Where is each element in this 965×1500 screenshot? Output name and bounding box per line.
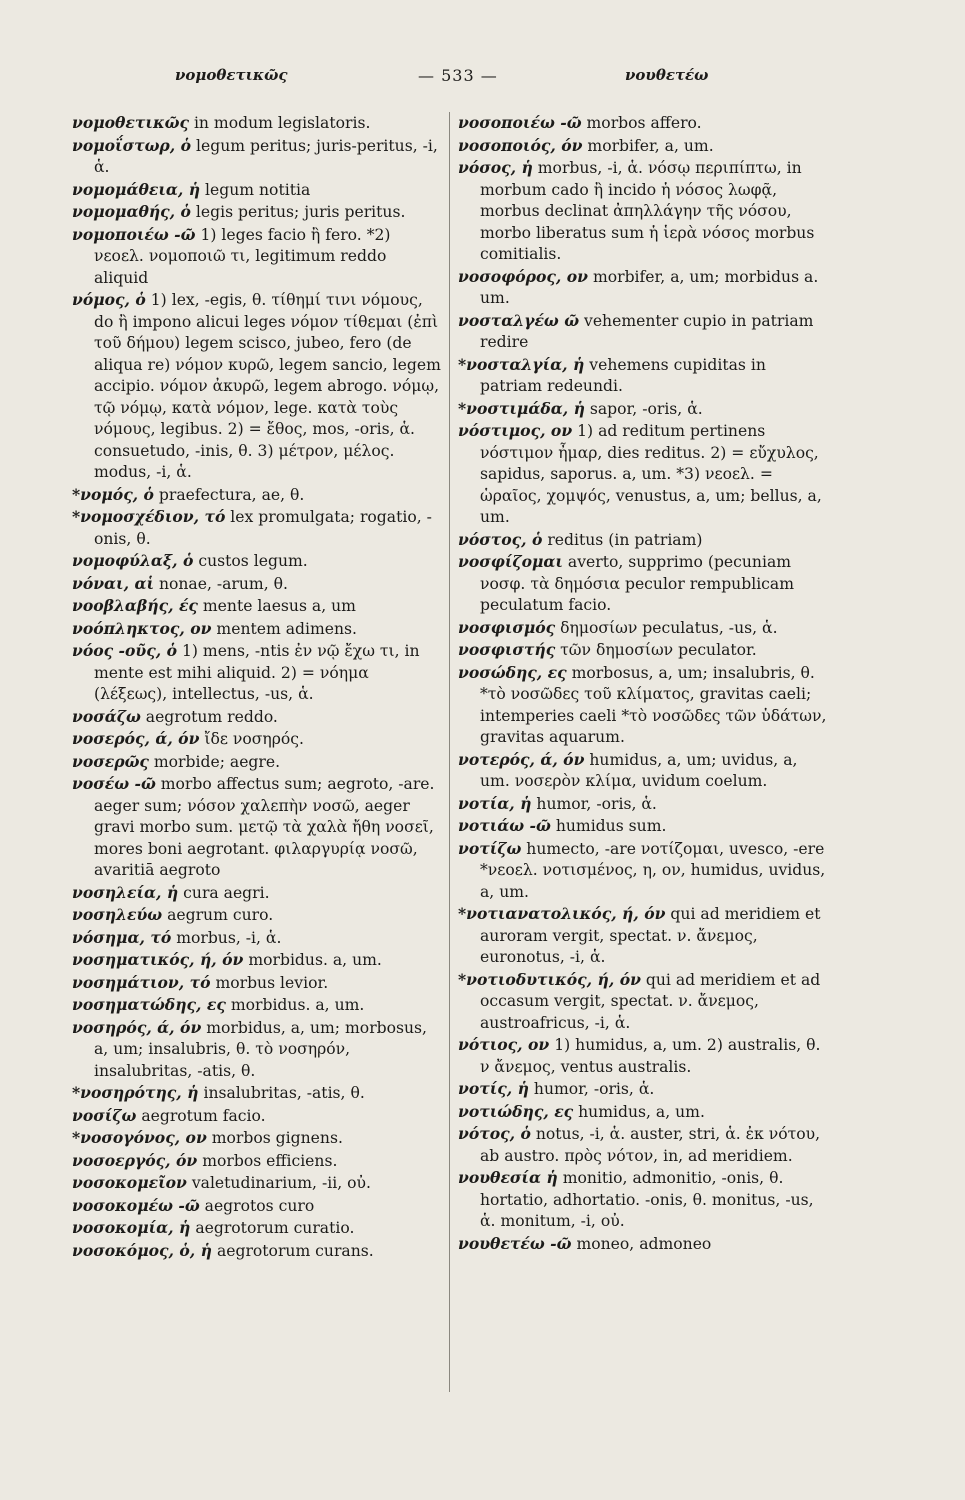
- entry-headword: νόσος, ἡ: [458, 158, 533, 177]
- entry-definition: humidus sum.: [550, 817, 667, 835]
- column-divider: [449, 112, 450, 1392]
- dictionary-entry: [458, 529, 830, 552]
- entry-headword: *νοτιοδυτικός, ή, όν: [458, 969, 641, 989]
- dictionary-entry: [72, 201, 442, 224]
- dictionary-entry: [458, 838, 830, 904]
- entry-headword: *νοστιμάδα, ἡ: [458, 398, 585, 418]
- entry-definition: sapor, -oris, ἁ.: [584, 399, 703, 418]
- dictionary-entry: [458, 662, 830, 749]
- dictionary-entry: [72, 949, 442, 972]
- page-number: — 533 —: [418, 66, 498, 85]
- entry-definition: aegrum curo.: [162, 906, 274, 924]
- entry-definition: custos legum.: [193, 552, 308, 570]
- entry-definition: legum peritus; juris-peritus, -i, ἁ.: [94, 136, 438, 176]
- entry-definition: morbosus, a, um; insalubris, θ. *τὸ νοσῶδες τοῦ κλίματος, gravitas caeli; intemperies caeli *τὸ νοσῶδες τῶν ὑδάτων, gravitas aquarum.: [480, 663, 827, 746]
- entry-headword: νοσοκόμος, ὁ, ἡ: [72, 1240, 212, 1260]
- entry-definition: humecto, -are νοτίζομαι, uvesco, -ere *νεοελ. νοτισμένος, η, ον, humidus, uvidus, a, um.: [480, 839, 826, 901]
- entry-definition: qui ad meridiem et auroram vergit, spectat. ν. ἄνεμος, euronotus, -i, ἁ.: [480, 905, 821, 966]
- dictionary-entry: [458, 266, 830, 310]
- dictionary-entry: [72, 1082, 442, 1105]
- entry-definition: 1) lex, -egis, θ. τίθημί τινι νόμους, do ἢ impono alicui leges νόμον τίθεμαι (ἐπὶ τοῦ δήμου) legem scisco, jubeo, fero (de aliqua re) νόμον κυρῶ, legem sancio, legem accipio. νόμον ἀκυρῶ, legem abrogo. νόμῳ, τῷ νόμῳ, κατὰ νόμον, lege. κατὰ τοὺς νόμους, legibus. 2) = ἔθος, mos, -oris, ἁ. consuetudo, -inis, θ. 3) μέτρον, μέλος. modus, -i, ἁ.: [94, 291, 441, 481]
- entry-definition: morbos efficiens.: [197, 1151, 338, 1170]
- entry-headword: νοσερός, ά, όν: [72, 729, 200, 748]
- entry-headword: νόμος, ὁ: [72, 290, 146, 309]
- entry-definition: morbus, -i, ἁ. νόσῳ περιπίπτω, in morbum cado ἢ incido ἡ νόσος λωφᾷ, morbus declinat ἀπηλλάγην τῆς νόσου, morbo liberatus sum ἡ ἱερὰ νόσος morbus comitialis.: [480, 159, 815, 263]
- left-guide-word: νομοθετικῶς: [175, 66, 288, 84]
- dictionary-entry: [72, 484, 442, 507]
- dictionary-entry: [72, 1172, 442, 1195]
- entry-definition: 1) ad reditum pertinens νόστιμον ἦμαρ, dies reditus. 2) = εὔχυλος, sapidus, saporus. a, um. *3) νεοελ. = ὡραῖος, χομψός, venustus, a, um; bellus, a, um.: [480, 422, 822, 526]
- entry-headword: *νοσηρότης, ἡ: [72, 1083, 199, 1102]
- dictionary-entry: [458, 1167, 830, 1233]
- entry-definition: legum notitia: [200, 180, 311, 199]
- entry-headword: νοσφισμός: [458, 617, 556, 637]
- dictionary-entry: [72, 1195, 442, 1218]
- entry-definition: qui ad meridiem et ad occasum vergit, spectat. ν. ἄνεμος, austroafricus, -i, ἁ.: [480, 970, 821, 1032]
- entry-definition: legis peritus; juris peritus.: [190, 203, 406, 221]
- entry-headword: νοσφίζομαι: [458, 552, 563, 571]
- entry-definition: morbos gignens.: [206, 1129, 343, 1147]
- dictionary-entry: [458, 1078, 830, 1101]
- dictionary-entry: [72, 112, 442, 135]
- dictionary-entry: [458, 112, 830, 135]
- entry-headword: νοτερός, ά, όν: [458, 749, 585, 769]
- entry-definition: morbus, -i, ἁ.: [171, 928, 282, 947]
- entry-headword: νοσηματώδης, ες: [72, 995, 226, 1014]
- dictionary-entry: [72, 618, 442, 641]
- entry-headword: νοτιάω -ῶ: [458, 816, 551, 835]
- entry-definition: ἴδε νοσηρός.: [199, 730, 305, 748]
- entry-headword: νοτιώδης, ες: [458, 1101, 574, 1121]
- dictionary-entry: [458, 310, 830, 354]
- dictionary-entry: [458, 639, 830, 662]
- entry-headword: *νοτιανατολικός, ή, όν: [458, 904, 666, 923]
- entry-definition: cura aegri.: [178, 883, 270, 902]
- dictionary-entry: [458, 420, 830, 529]
- entry-definition: morbos affero.: [581, 114, 702, 132]
- entry-headword: νουθεσία ἡ: [458, 1168, 558, 1187]
- entry-definition: δημοσίων peculatus, -us, ἁ.: [555, 618, 778, 637]
- entry-headword: νοσίζω: [72, 1105, 137, 1125]
- entry-definition: morbidus. a, um.: [243, 951, 382, 969]
- entry-definition: reditus (in patriam): [542, 530, 703, 549]
- entry-headword: νοσώδης, ες: [458, 662, 567, 682]
- right-column: [458, 112, 830, 1255]
- entry-headword: νοσφιστής: [458, 640, 556, 659]
- entry-definition: valetudinarium, -ii, οὐ.: [186, 1174, 371, 1192]
- dictionary-entry: [72, 773, 442, 882]
- dictionary-entry: [72, 289, 442, 484]
- entry-headword: νοσάζω: [72, 706, 141, 726]
- entry-headword: νοσέω -ῶ: [72, 774, 156, 793]
- dictionary-entry: [458, 1101, 830, 1124]
- entry-definition: aegrotum reddo.: [140, 707, 278, 726]
- dictionary-entry: [458, 1123, 830, 1167]
- dictionary-entry: [72, 706, 442, 729]
- entry-definition: τῶν δημοσίων peculator.: [555, 641, 757, 659]
- dictionary-entry: [72, 994, 442, 1017]
- entry-definition: humor, -oris, ἁ.: [531, 794, 657, 813]
- dictionary-entry: [72, 904, 442, 927]
- entry-definition: praefectura, ae, θ.: [153, 485, 305, 504]
- dictionary-entry: [72, 751, 442, 774]
- dictionary-entry: [72, 1017, 442, 1083]
- dictionary-entry: [72, 927, 442, 950]
- entry-definition: vehemens cupiditas in patriam redeundi.: [480, 355, 766, 395]
- entry-headword: νοσταλγέω ῶ: [458, 310, 580, 330]
- entry-headword: νομοΐστωρ, ὁ: [72, 135, 192, 155]
- dictionary-entry: [72, 179, 442, 202]
- entry-headword: νομομάθεια, ἡ: [72, 179, 201, 199]
- dictionary-entry: [72, 1240, 442, 1263]
- entry-headword: νόσημα, τό: [72, 927, 172, 947]
- entry-headword: νομοποιέω -ῶ: [72, 224, 196, 244]
- entry-headword: *νομοσχέδιον, τό: [72, 507, 226, 526]
- dictionary-entry: [458, 1034, 830, 1078]
- entry-headword: νοτίς, ἡ: [458, 1079, 529, 1098]
- entry-definition: mente laesus a, um: [197, 597, 356, 615]
- entry-definition: insalubritas, -atis, θ.: [198, 1084, 365, 1102]
- entry-headword: *νοσογόνος, ον: [72, 1128, 207, 1147]
- entry-headword: *νομός, ὁ: [72, 484, 154, 504]
- entry-headword: *νοσταλγία, ἡ: [458, 354, 585, 374]
- left-column: [72, 112, 442, 1262]
- entry-definition: aegrotum facio.: [136, 1106, 266, 1125]
- entry-definition: notus, -i, ἁ. auster, stri, ἁ. ἐκ νότου, ab austro. πρὸς νότον, in, ad meridiem.: [480, 1125, 821, 1165]
- entry-definition: in modum legislatoris.: [188, 114, 371, 132]
- entry-headword: νοσηματικός, ή, όν: [72, 950, 244, 969]
- dictionary-entry: [458, 354, 830, 398]
- entry-headword: νόναι, αἱ: [72, 573, 154, 593]
- entry-definition: averto, supprimo (pecuniam νοσφ. τὰ δημόσια peculor rempublicam peculatum facio.: [480, 553, 794, 614]
- dictionary-entry: [458, 551, 830, 617]
- entry-headword: νομοφύλαξ, ὁ: [72, 551, 194, 570]
- dictionary-entry: [458, 617, 830, 640]
- entry-headword: νόος -οῦς, ὁ: [72, 641, 177, 660]
- dictionary-entry: [72, 135, 442, 179]
- entry-headword: νοσοφόρος, ον: [458, 266, 588, 286]
- entry-definition: vehementer cupio in patriam redire: [480, 311, 814, 351]
- entry-headword: νοσοκομία, ἡ: [72, 1218, 191, 1237]
- entry-headword: νοσηρός, ά, όν: [72, 1017, 202, 1037]
- entry-definition: 1) leges facio ἢ fero. *2) νεοελ. νομοποιῶ τι, legitimum reddo aliquid: [94, 225, 391, 287]
- entry-definition: mentem adimens.: [211, 619, 358, 638]
- entry-definition: morbidus. a, um.: [225, 996, 365, 1014]
- entry-headword: νομοθετικῶς: [72, 113, 189, 132]
- dictionary-entry: [72, 882, 442, 905]
- entry-definition: morbus levior.: [210, 973, 329, 992]
- entry-headword: νοσοποιέω -ῶ: [458, 113, 582, 132]
- entry-headword: νοσηλεύω: [72, 905, 163, 924]
- dictionary-entry: [72, 573, 442, 596]
- entry-headword: νότιος, ον: [458, 1035, 550, 1054]
- entry-headword: νομομαθής, ὁ: [72, 202, 191, 221]
- entry-headword: νοσηλεία, ἡ: [72, 882, 179, 902]
- entry-headword: νουθετέω -ῶ: [458, 1233, 572, 1253]
- dictionary-entry: [72, 1150, 442, 1173]
- entry-definition: morbo affectus sum; aegroto, -are. aeger sum; νόσον χαλεπὴν νοσῶ, aeger gravi morbo sum. μετῷ τὰ χαλὰ ἤθη νοσεῖ, mores boni aegrotant. φιλαργυρίᾳ νοσῶ, avaritiā aegroto: [94, 775, 435, 879]
- entry-definition: aegrotorum curatio.: [190, 1219, 355, 1237]
- entry-definition: morbifer, a, um; morbidus a. um.: [480, 267, 819, 307]
- dictionary-entry: [72, 595, 442, 618]
- dictionary-entry: [72, 640, 442, 706]
- dictionary-entry: [72, 224, 442, 290]
- entry-definition: nonae, -arum, θ.: [154, 574, 288, 593]
- dictionary-entry: [458, 969, 830, 1035]
- entry-headword: νόστος, ὁ: [458, 529, 543, 549]
- entry-definition: moneo, admoneo: [571, 1234, 712, 1253]
- dictionary-entry: [458, 793, 830, 816]
- entry-definition: humidus, a, um; uvidus, a, um. νοσερὸν κλίμα, uvidum coelum.: [480, 750, 798, 790]
- entry-headword: νοοβλαβής, ές: [72, 596, 198, 615]
- entry-headword: νοσοποιός, όν: [458, 135, 583, 155]
- entry-definition: morbifer, a, um.: [582, 136, 714, 155]
- entry-headword: νοσοκομεῖον: [72, 1173, 187, 1192]
- entry-definition: morbidus, a, um; morbosus, a, um; insalubris, θ. τὸ νοσηρόν, insalubritas, -atis, θ.: [94, 1018, 428, 1080]
- dictionary-entry: [72, 550, 442, 573]
- entry-definition: aegrotorum curans.: [211, 1241, 374, 1260]
- entry-definition: aegrotos curo: [199, 1196, 315, 1215]
- entry-definition: humor, -oris, ἁ.: [528, 1080, 655, 1098]
- right-guide-word: νουθετέω: [625, 66, 709, 84]
- dictionary-entry: [72, 506, 442, 550]
- entry-headword: νοσερῶς: [72, 751, 149, 771]
- dictionary-entry: [72, 972, 442, 995]
- entry-headword: νοτίζω: [458, 838, 522, 858]
- dictionary-entry: [72, 728, 442, 751]
- dictionary-entry: [458, 815, 830, 838]
- dictionary-entry: [458, 749, 830, 793]
- entry-headword: νοσημάτιον, τό: [72, 972, 211, 992]
- entry-headword: νόστιμος, ον: [458, 421, 573, 440]
- entry-definition: morbide; aegre.: [148, 752, 281, 771]
- dictionary-entry: [458, 157, 830, 266]
- dictionary-entry: [72, 1105, 442, 1128]
- entry-definition: 1) mens, -ntis ἐν νῷ ἔχω τι, in mente est mihi aliquid. 2) = νόημα (λέξεως), intellectus, -us, ἁ.: [94, 642, 420, 703]
- dictionary-entry: [72, 1127, 442, 1150]
- entry-definition: monitio, admonitio, -onis, θ. hortatio, adhortatio. -onis, θ. monitus, -us, ἁ. monitum, -i, οὐ.: [480, 1169, 814, 1230]
- entry-definition: lex promulgata; rogatio, -onis, θ.: [94, 508, 432, 548]
- entry-headword: νοσοεργός, όν: [72, 1150, 198, 1170]
- entry-definition: humidus, a, um.: [573, 1102, 705, 1121]
- entry-headword: νοόπληκτος, ον: [72, 618, 212, 638]
- entry-definition: 1) humidus, a, um. 2) australis, θ. ν ἄνεμος, ventus australis.: [480, 1036, 821, 1076]
- dictionary-entry: [458, 903, 830, 969]
- entry-headword: νοσοκομέω -ῶ: [72, 1195, 200, 1215]
- page-header: [0, 66, 965, 96]
- dictionary-entry: [458, 398, 830, 421]
- entry-headword: νοτία, ἡ: [458, 793, 532, 813]
- dictionary-entry: [458, 135, 830, 158]
- dictionary-entry: [72, 1217, 442, 1240]
- entry-headword: νότος, ὁ: [458, 1124, 531, 1143]
- dictionary-entry: [458, 1233, 830, 1256]
